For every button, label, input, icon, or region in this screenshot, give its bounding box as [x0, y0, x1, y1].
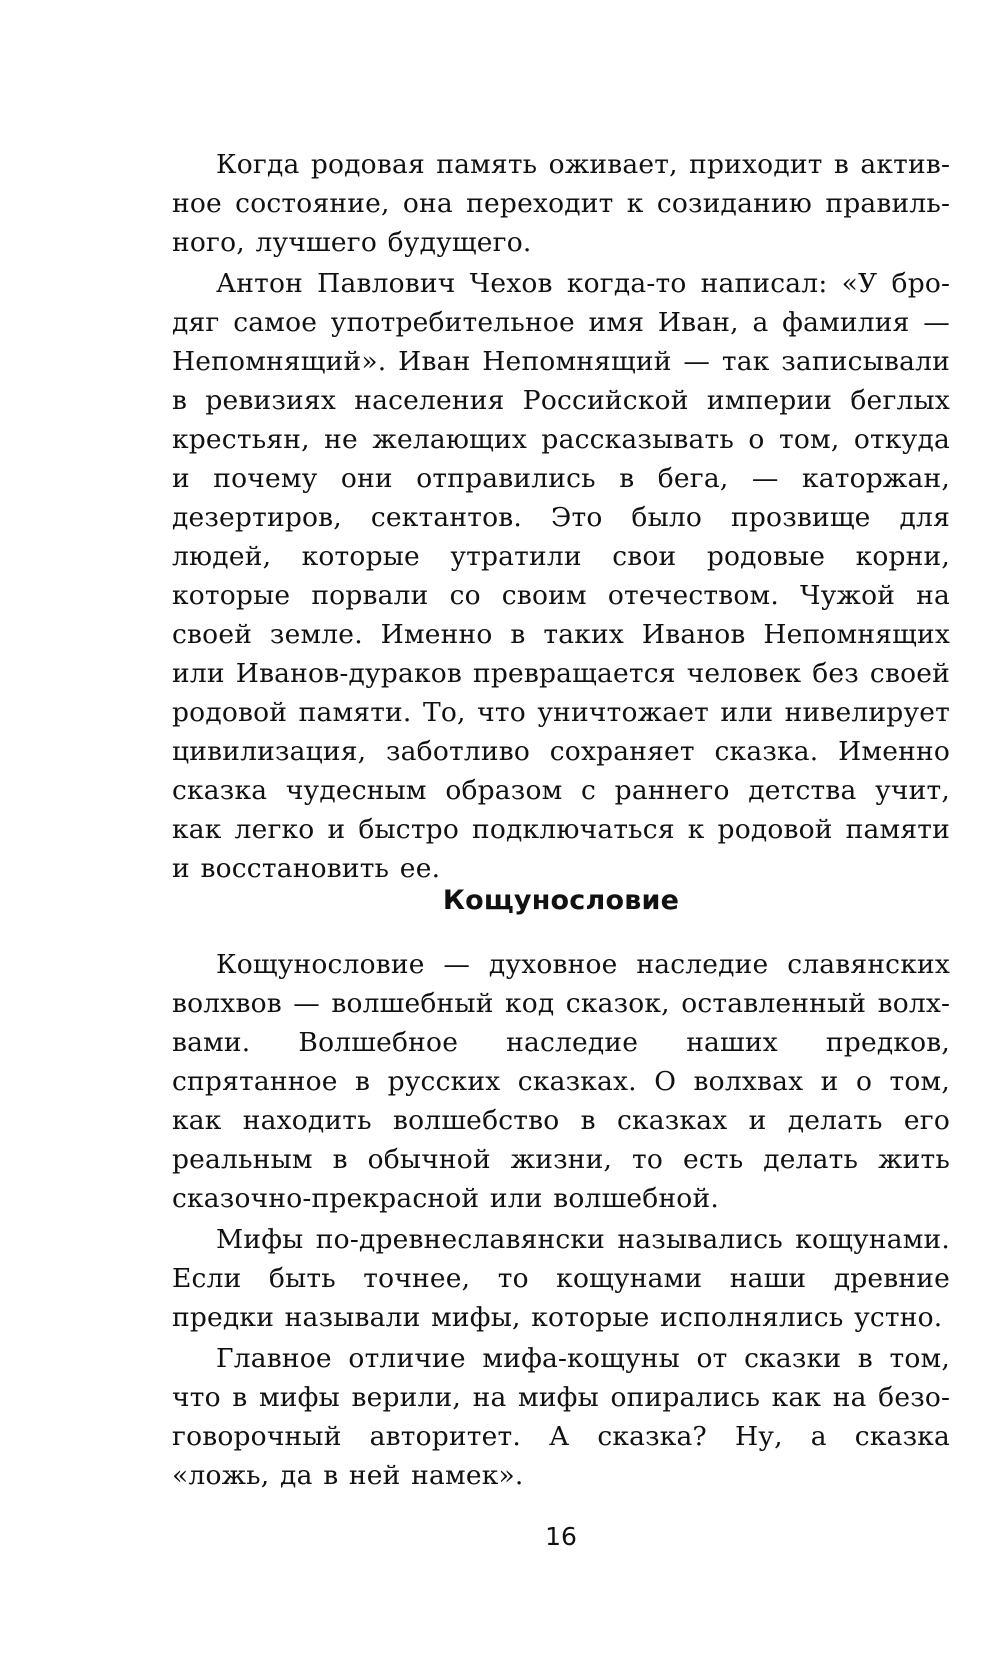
intro-text — [172, 145, 950, 890]
paragraph: Антон Павлович Чехов когда-то написал: «У бродяг самое употребительное имя Иван, а фамилия — Непомнящий». Иван Непомнящий — так записывали в ревизиях населения Российской империи беглых крестьян, не желающих рассказывать о том, откуда и почему они отправились в бега, — каторжан, дезертиров, сектантов. Это было прозвище для людей, которые утратили свои родовые корни, которые порвали со своим отечеством. Чужой на своей земле. Именно в таких Иванов Непомнящих или Иванов-дураков превращается человек без своей родовой памяти. То, что уничтожает или нивелирует цивилизация, заботливо сохраняет сказка. Именно сказка чудесным образом с раннего детства учит, как легко и быстро подключаться к родовой памяти и восстановить ее. — [172, 268, 950, 884]
paragraph: Когда родовая память оживает, приходит в активное состояние, она переходит к созиданию правильного, лучшего будущего. — [172, 149, 950, 258]
section-heading: Кощунословие — [442, 885, 680, 916]
paragraph: Мифы по-древнеславянски назывались кощунами. Если быть точнее, то кощунами наши древние предки называли мифы, которые исполнялись устно. — [172, 1224, 950, 1333]
section-text — [172, 945, 950, 1497]
page-number: 16 — [545, 1522, 577, 1551]
paragraph: Кощунословие — духовное наследие славянских волхвов — волшебный код сказок, оставленный волхвами. Волшебное наследие наших предков, спрятанное в русских сказках. О волхвах и о том, как находить волшебство в сказках и делать его реальным в обычной жизни, то есть делать жить сказочно-прекрасной или волшебной. — [172, 949, 950, 1214]
paragraph: Главное отличие мифа-кощуны от сказки в том, что в мифы верили, на мифы опирались как на безоговорочный авторитет. А сказка? Ну, а сказка «ложь, да в ней намек». — [172, 1343, 950, 1491]
